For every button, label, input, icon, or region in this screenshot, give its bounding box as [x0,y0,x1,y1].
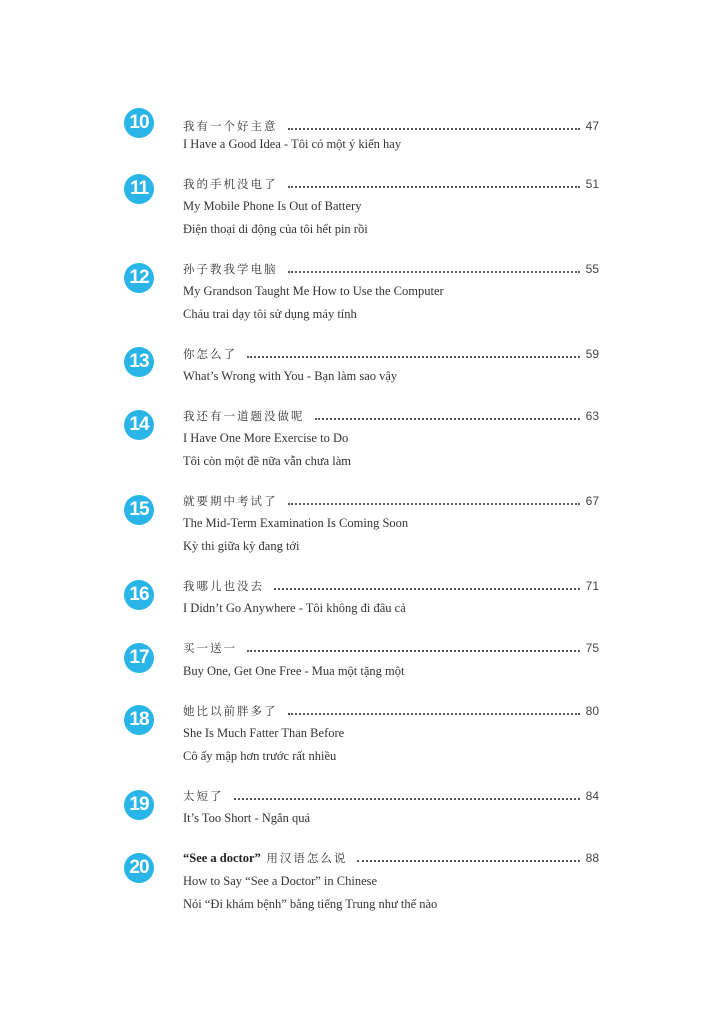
vietnamese-title: Cô ấy mập hơn trước rất nhiều [183,749,337,763]
vietnamese-title: Tôi còn một đề nữa vẫn chưa làm [183,454,352,468]
chinese-title: 我哪儿也没去 [183,579,264,593]
chinese-title: 你怎么了 [183,347,237,361]
dot-leader [357,860,579,862]
vietnamese-title: Điện thoại di động của tôi hết pin rồi [183,222,368,236]
chinese-phrase: 用汉语怎么说 [266,851,348,865]
dot-leader [288,128,580,130]
english-title: Buy One, Get One Free - Mua một tặng một [183,664,405,678]
page-number: 71 [585,579,599,593]
chinese-title: 我的手机没电了 [183,177,278,191]
chinese-title: 就要期中考试了 [183,494,278,508]
english-title: My Mobile Phone Is Out of Battery [183,199,362,213]
chinese-title: 买一送一 [183,641,237,655]
english-title: I Didn’t Go Anywhere - Tôi không đi đâu cả [183,601,406,615]
lesson-number-badge: 16 [124,580,154,610]
page-number: 84 [585,789,599,803]
chinese-title: 我还有一道题没做呢 [183,409,305,423]
page-number: 88 [585,851,599,865]
vietnamese-title: Kỳ thi giữa kỳ đang tới [183,539,300,553]
page-number: 47 [585,119,599,133]
dot-leader [288,271,580,273]
chinese-title: 我有一个好主意 [183,119,278,133]
english-title: She Is Much Fatter Than Before [183,726,345,740]
lesson-number-badge: 15 [124,495,154,525]
page-number: 75 [585,641,599,655]
english-title: My Grandson Taught Me How to Use the Computer [183,284,444,298]
dot-leader [288,503,580,505]
lesson-number-badge: 14 [124,410,154,440]
dot-leader [274,588,580,590]
lesson-number-badge: 17 [124,643,154,673]
page-number: 80 [585,704,599,718]
lesson-number-badge: 11 [124,174,154,204]
lesson-number-badge: 13 [124,347,154,377]
dot-leader [247,356,580,358]
chinese-title: 太短了 [183,789,224,803]
chinese-title [183,850,347,866]
page-number: 67 [585,494,599,508]
page-number: 59 [585,347,599,361]
page-number: 63 [585,409,599,423]
page-number: 51 [585,177,599,191]
dot-leader [247,650,580,652]
english-title: What’s Wrong with You - Bạn làm sao vậy [183,369,398,383]
chinese-title: 她比以前胖多了 [183,704,278,718]
lesson-number-badge: 20 [124,853,154,883]
dot-leader [288,713,580,715]
dot-leader [315,418,580,420]
english-title: The Mid-Term Examination Is Coming Soon [183,516,409,530]
vietnamese-title: Nói “Đi khám bệnh” bằng tiếng Trung như thế nào [183,897,438,911]
lesson-number-badge: 12 [124,263,154,293]
lesson-number-badge: 18 [124,705,154,735]
page-number: 55 [585,262,599,276]
lesson-number-badge: 19 [124,790,154,820]
english-phrase: “See a doctor” [183,851,261,865]
english-title: I Have One More Exercise to Do [183,431,349,445]
english-title: It’s Too Short - Ngắn quá [183,811,311,825]
lesson-number-badge: 10 [124,108,154,138]
english-title: I Have a Good Idea - Tôi có một ý kiến hay [183,137,402,151]
dot-leader [234,798,580,800]
vietnamese-title: Cháu trai dạy tôi sử dụng máy tính [183,307,357,321]
chinese-title: 孙子教我学电脑 [183,262,278,276]
dot-leader [288,186,580,188]
english-title: How to Say “See a Doctor” in Chinese [183,874,378,888]
